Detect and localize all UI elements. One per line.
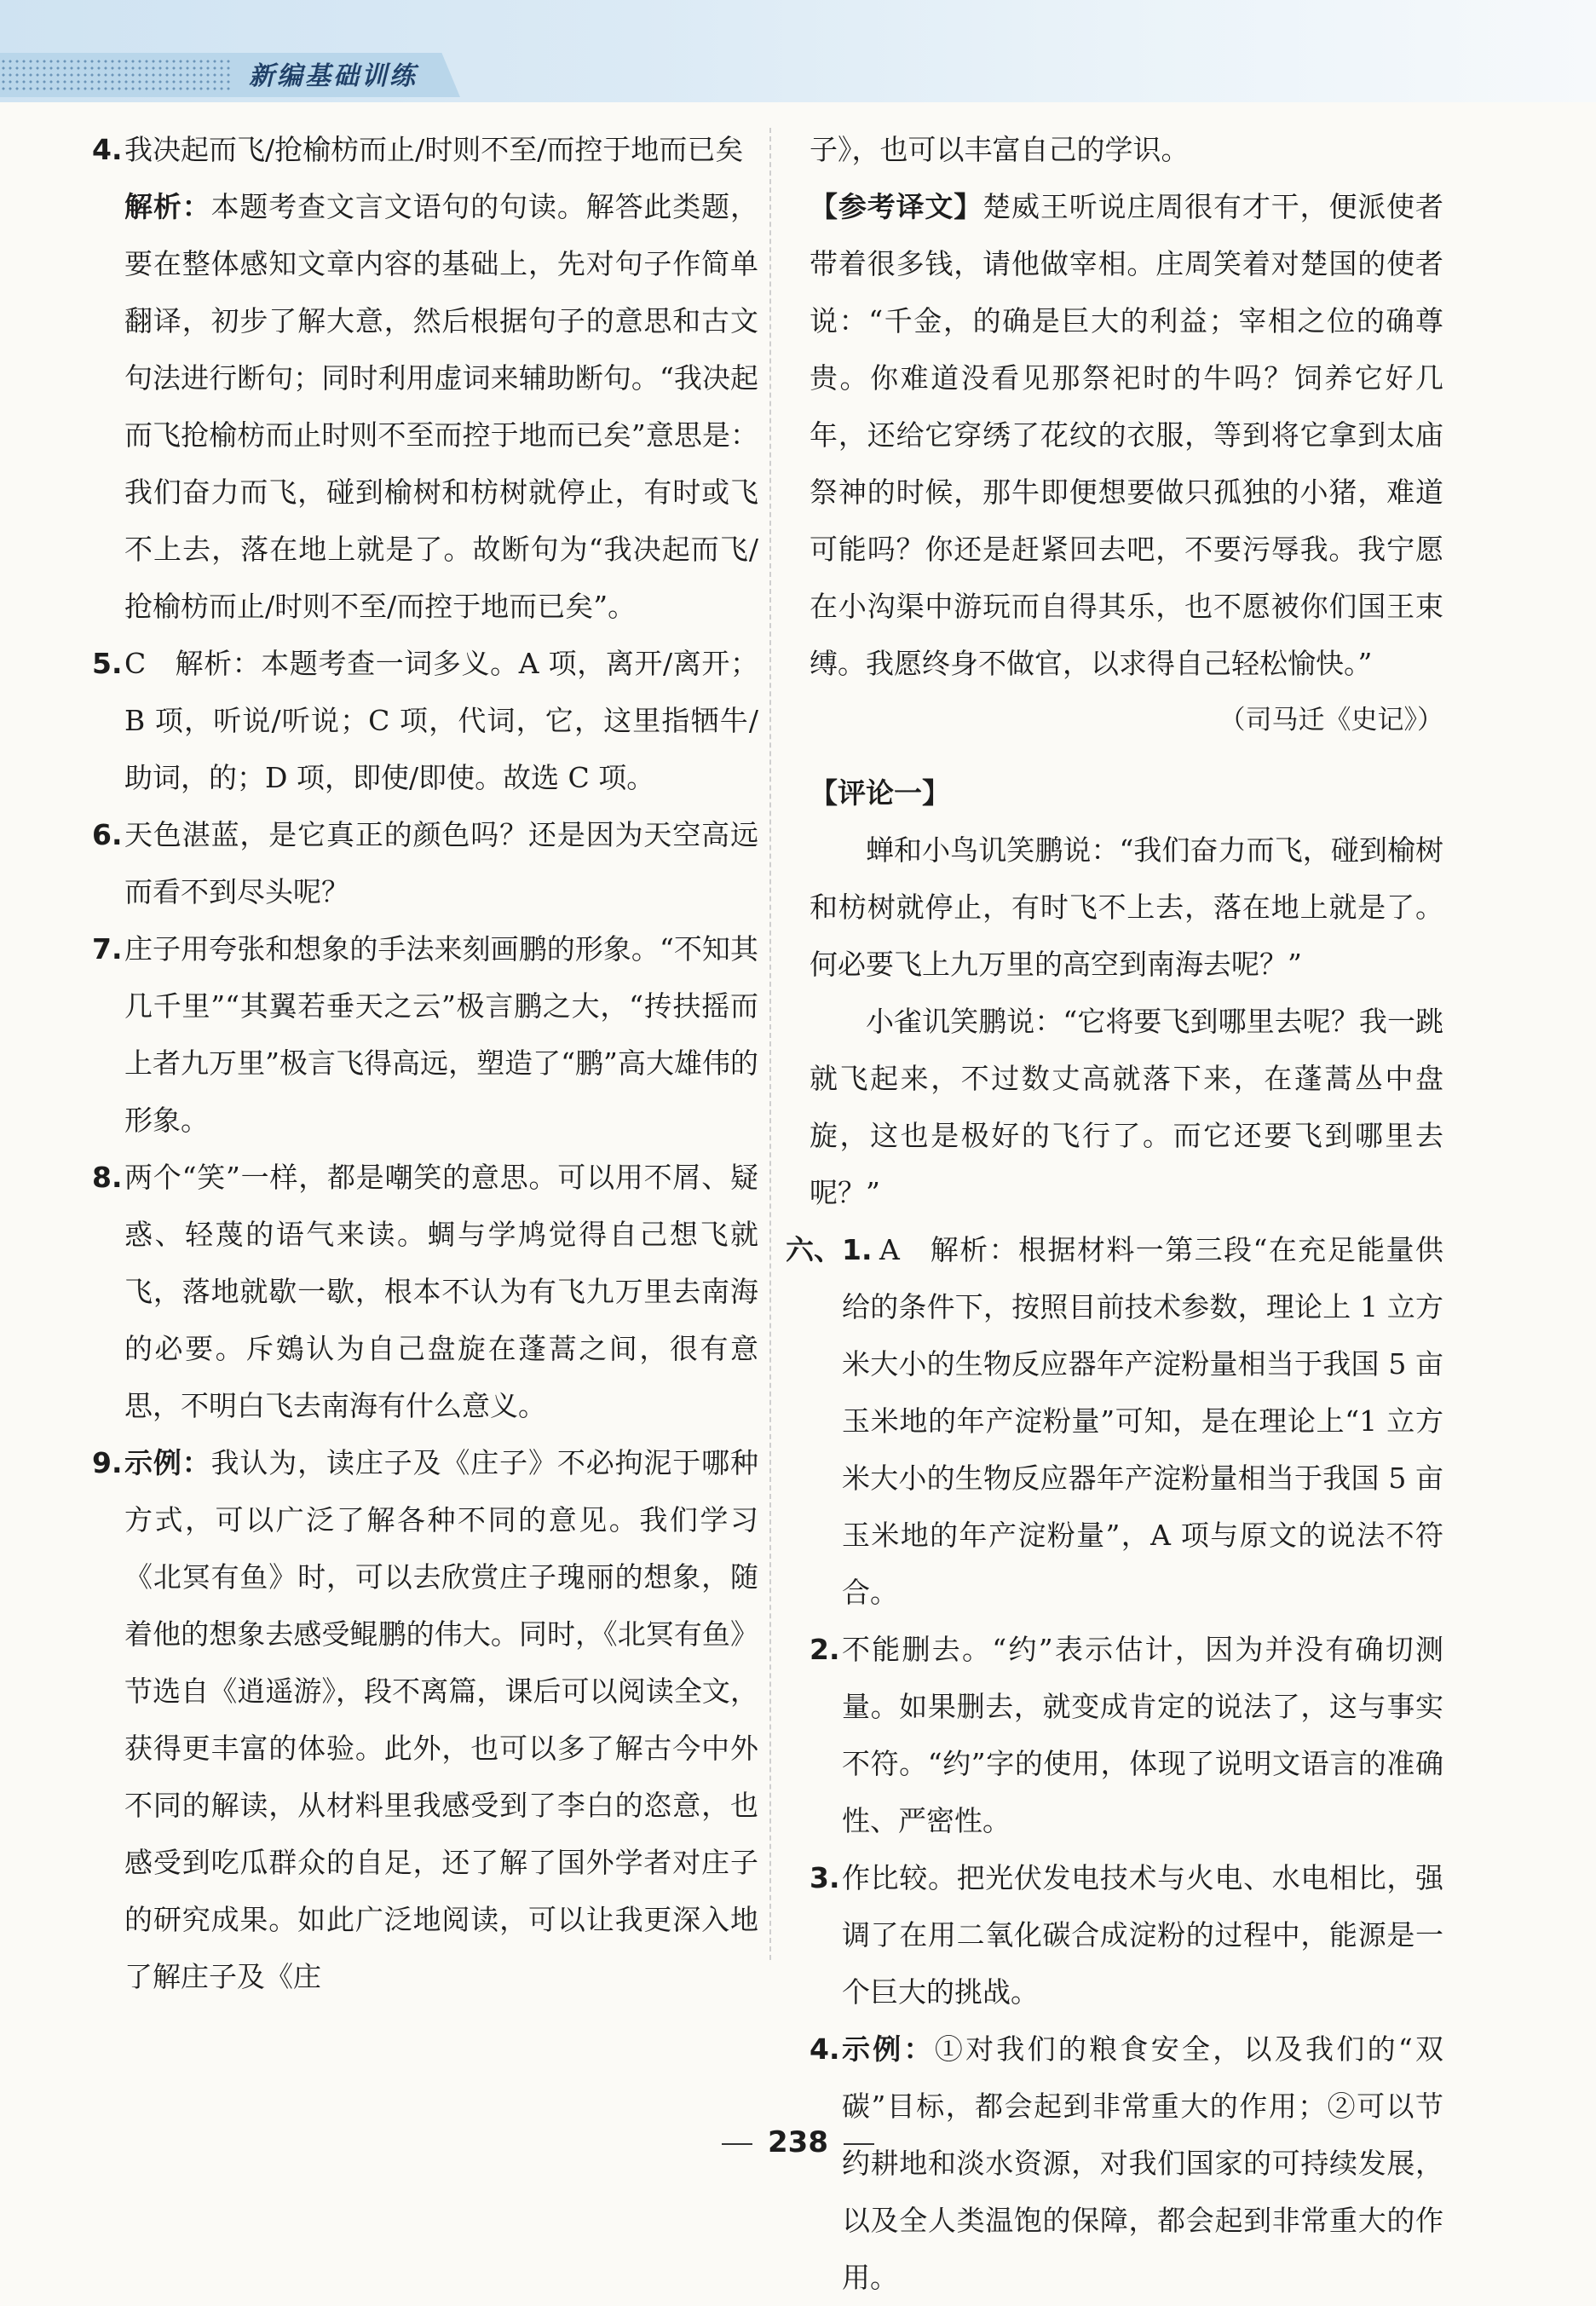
item-number: 2.: [810, 1633, 840, 1666]
page-number: [0, 2125, 1596, 2159]
item-text: C 解析：本题考查一词多义。A 项，离开/离开；B 项，听说/听说；C 项，代词，它，这里指牺牛/助词，的；D 项，即使/即使。故选 C 项。: [124, 647, 758, 794]
item-text: ①对我们的粮食安全，以及我们的“双碳”目标，都会起到非常重大的作用；②可以节约耕地和淡水资源，对我们国家的可持续发展，以及全人类温饱的保障，都会起到非常重大的作用。: [842, 2032, 1443, 2294]
left-column: [92, 121, 758, 2005]
item-number: 六、1.: [786, 1233, 873, 1266]
item-number: 4.: [92, 133, 123, 166]
column-divider: [769, 128, 771, 1960]
answer-item: [92, 121, 758, 178]
comment-paragraph: 小雀讥笑鹏说：“它将要飞到哪里去呢？我一跳就飞起来，不过数丈高就落下来，在蓬蒿丛中盘旋，这也是极好的飞行了。而它还要飞到哪里去呢？”: [810, 1005, 1443, 1209]
series-title: 新编基础训练: [249, 61, 418, 91]
analysis-label: 解析：: [124, 190, 211, 223]
answer-item: [92, 806, 758, 920]
answer-item: [92, 178, 758, 635]
item-text: A 解析：根据材料一第三段“在充足能量供给的条件下，按照目前技术参数，理论上 1 立方米大小的生物反应器年产淀粉量相当于我国 5 亩玉米地的年产淀粉量”可知，是在理论上“1 立方米大小的生物反应器年产淀粉量相当于我国 5 亩玉米地的年产淀粉量”，A 项与原文的说法不符合。: [842, 1233, 1443, 1609]
item-number: 9.: [92, 1446, 123, 1479]
item-text: 不能删去。“约”表示估计，因为并没有确切测量。如果删去，就变成肯定的说法了，这与事实不符。“约”字的使用，体现了说明文语言的准确性、严密性。: [842, 1633, 1443, 1837]
item-text: 庄子用夸张和想象的手法来刻画鹏的形象。“不知其几千里”“其翼若垂天之云”极言鹏之大，“抟扶摇而上者九万里”极言飞得高远，塑造了“鹏”高大雄伟的形象。: [124, 932, 758, 1137]
reference-text: 楚威王听说庄周很有才干，便派使者带着很多钱，请他做宰相。庄周笑着对楚国的使者说：“千金，的确是巨大的利益；宰相之位的确尊贵。你难道没看见那祭祀时的牛吗？饲养它好几年，还给它穿绣了花纹的衣服，等到将它拿到太庙祭神的时候，那牛即便想要做只孤独的小猪，难道可能吗？你还是赶紧回去吧，不要污辱我。我宁愿在小沟渠中游玩而自得其乐，也不愿被你们国王束缚。我愿终身不做官，以求得自己轻松愉快。”: [810, 190, 1444, 680]
page-number-dash-right: [844, 2143, 874, 2145]
example-label: 示例：: [842, 2032, 935, 2066]
answer-item: [92, 1149, 758, 1434]
answer-item: [810, 1849, 1443, 2021]
item-text: 天色湛蓝，是它真正的颜色吗？还是因为天空高远而看不到尽头呢？: [124, 818, 758, 908]
header-dot-pattern: [0, 58, 230, 92]
item-number: 4.: [810, 2032, 840, 2066]
comment-heading: 【评论一】: [810, 776, 950, 810]
item-text: 我决起而飞/抢榆枋而止/时则不至/而控于地而已矣: [124, 133, 744, 166]
comment-paragraph: 蝉和小鸟讥笑鹏说：“我们奋力而飞，碰到榆树和枋树就停止，有时飞不上去，落在地上就是了。何必要飞上九万里的高空到南海去呢？”: [810, 833, 1443, 981]
source-citation: （司马迁《史记》）: [1219, 705, 1443, 735]
continued-text: 子》，也可以丰富自己的学识。: [810, 133, 1190, 166]
item-number: 7.: [92, 932, 123, 966]
item-text: 我认为，读庄子及《庄子》不必拘泥于哪种方式，可以广泛了解各种不同的意见。我们学习《北冥有鱼》时，可以去欣赏庄子瑰丽的想象，随着他的想象去感受鲲鹏的伟大。同时，《北冥有鱼》节选自《逍遥游》，段不离篇，课后可以阅读全文，获得更丰富的体验。此外，也可以多了解古今中外不同的解读，从材料里我感受到了李白的恣意，也感受到吃瓜群众的自足，还了解了国外学者对庄子的研究成果。如此广泛地阅读，可以让我更深入地了解庄子及《庄: [124, 1446, 759, 1993]
answer-item: [92, 1434, 758, 2005]
item-number: 8.: [92, 1161, 123, 1194]
item-text: 本题考查文言文语句的句读。解答此类题，要在整体感知文章内容的基础上，先对句子作简单翻译，初步了解大意，然后根据句子的意思和古文句法进行断句；同时利用虚词来辅助断句。“我决起而飞抢榆枋而止时则不至而控于地而已矣”意思是：我们奋力而飞，碰到榆树和枋树就停止，有时或飞不上去，落在地上就是了。故断句为“我决起而飞/抢榆枋而止/时则不至/而控于地而已矣”。: [124, 190, 759, 623]
item-text: 作比较。把光伏发电技术与火电、水电相比，强调了在用二氧化碳合成淀粉的过程中，能源是一个巨大的挑战。: [842, 1861, 1443, 2009]
answer-item: [92, 920, 758, 1149]
example-label: 示例：: [124, 1446, 211, 1479]
answer-item: [786, 1221, 1443, 1621]
item-number: 3.: [810, 1861, 840, 1894]
page-number-value: 238: [768, 2125, 828, 2159]
item-number: 5.: [92, 647, 123, 680]
answer-item: [810, 2021, 1443, 2306]
page-number-dash-left: [722, 2143, 752, 2145]
reference-label: 【参考译文】: [810, 190, 983, 223]
item-number: 6.: [92, 818, 123, 851]
answer-item: [810, 1621, 1443, 1849]
reference-translation: [810, 178, 1443, 692]
answer-item: [92, 635, 758, 806]
item-text: 两个“笑”一样，都是嘲笑的意思。可以用不屑、疑惑、轻蔑的语气来读。蜩与学鸠觉得自己想飞就飞，落地就歇一歇，根本不认为有飞九万里去南海的必要。斥鴳认为自己盘旋在蓬蒿之间，很有意思，不明白飞去南海有什么意义。: [124, 1161, 758, 1422]
